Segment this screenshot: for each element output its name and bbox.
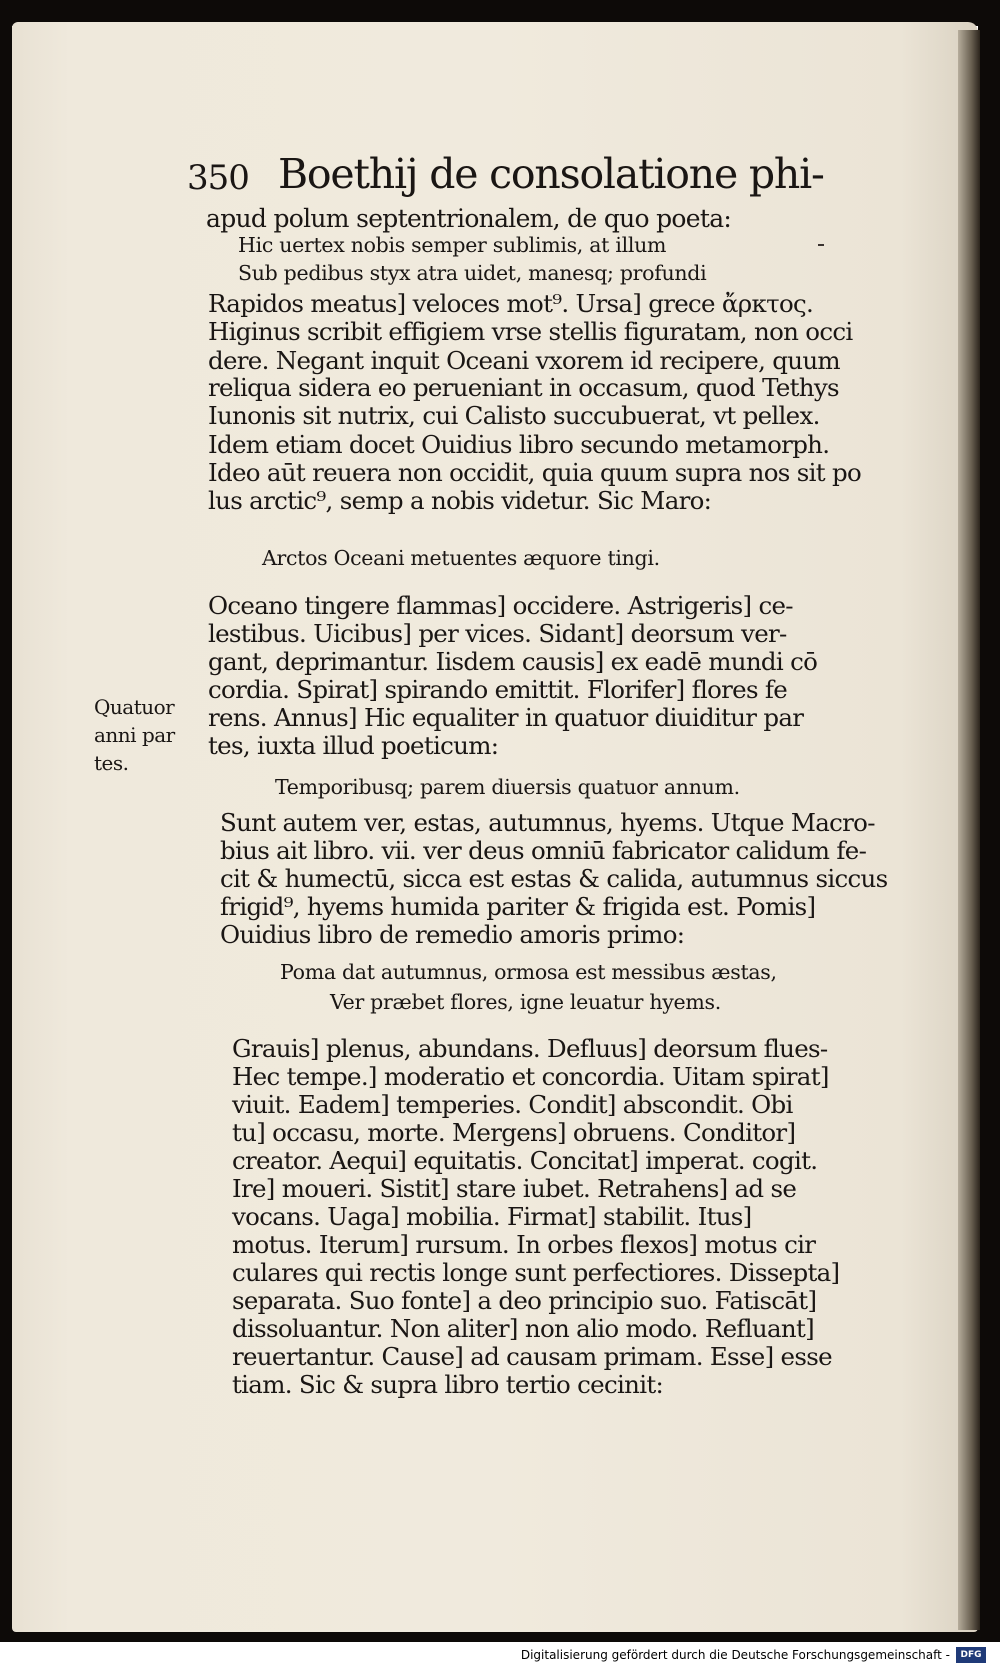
page-number: 350 <box>187 158 249 198</box>
text-line: dere. Negant inquit Oceani vxorem id recipere, quum <box>208 346 840 375</box>
dfg-logo: DFG <box>956 1647 986 1663</box>
text-line: viuit. Eadem] temperies. Condit] abscondit. Obi <box>232 1090 793 1119</box>
text-line: vocans. Uaga] mobilia. Firmat] stabilit. Itus] <box>232 1202 752 1231</box>
text-line: Ideo aūt reuera non occidit, quia quum supra nos sit po <box>208 458 862 487</box>
text-line: cordia. Spirat] spirando emittit. Florifer] flores fe <box>208 675 788 704</box>
text-line: bius ait libro. vii. ver deus omniū fabricator calidum fe- <box>220 836 867 865</box>
margin-note-line: Quatuor <box>94 695 175 719</box>
page-gutter-shadow <box>958 30 980 1630</box>
margin-note-line: anni par <box>94 723 175 747</box>
text-line: Sunt autem ver, estas, autumnus, hyems. Utque Macro- <box>220 808 875 837</box>
verse-line: Poma dat autumnus, ormosa est messibus æstas, <box>280 960 777 984</box>
text-line: Ire] moueri. Sistit] stare iubet. Retrahens] ad se <box>232 1174 797 1203</box>
text-line: reuertantur. Cause] ad causam primam. Esse] esse <box>232 1342 832 1371</box>
text-line: gant, deprimantur. Iisdem causis] ex eadē mundi cō <box>208 647 818 676</box>
running-title: Boethij de consolatione phi- <box>278 150 824 198</box>
verse-line: Arctos Oceani metuentes æquore tingi. <box>262 546 660 570</box>
text-line: reliqua sidera eo perueniant in occasum, quod Tethys <box>208 373 839 402</box>
text-line: creator. Aequi] equitatis. Concitat] imperat. cogit. <box>232 1146 818 1175</box>
text-line: Rapidos meatus] veloces mot⁹. Ursa] grece ἄρκτος. <box>208 289 814 318</box>
verse-line: Sub pedibus styx atra uidet, manesq; profundi <box>238 261 707 285</box>
text-line: Ouidius libro de remedio amoris primo: <box>220 920 685 949</box>
text-line: Higinus scribit effigiem vrse stellis figuratam, non occi <box>208 317 853 346</box>
margin-note-line: tes. <box>94 751 129 775</box>
text-line: rens. Annus] Hic equaliter in quatuor diuiditur par <box>208 703 804 732</box>
text-line: motus. Iterum] rursum. In orbes flexos] motus cir <box>232 1230 816 1259</box>
text-line: apud polum septentrionalem, de quo poeta: <box>206 204 732 233</box>
footer-credit: Digitalisierung gefördert durch die Deutsche Forschungsgemeinschaft - <box>520 1648 950 1662</box>
text-line: tes, iuxta illud poeticum: <box>208 731 499 760</box>
text-line: lestibus. Uicibus] per vices. Sidant] deorsum ver- <box>208 619 787 648</box>
text-line: Oceano tingere flammas] occidere. Astrigeris] ce- <box>208 591 793 620</box>
text-line: dissoluantur. Non aliter] non alio modo. Refluant] <box>232 1314 814 1343</box>
text-line: lus arctic⁹, semp a nobis videtur. Sic Maro: <box>208 486 712 515</box>
scan-border-right <box>978 0 1000 1640</box>
text-line: tiam. Sic & supra libro tertio cecinit: <box>232 1370 664 1399</box>
ink-mark <box>818 244 824 246</box>
text-line: frigid⁹, hyems humida pariter & frigida est. Pomis] <box>220 892 816 921</box>
text-line: Idem etiam docet Ouidius libro secundo metamorph. <box>208 430 830 459</box>
text-line: Grauis] plenus, abundans. Defluus] deorsum flues- <box>232 1034 828 1063</box>
margin-note <box>94 693 175 777</box>
verse-line: Ver præbet flores, igne leuatur hyems. <box>330 990 721 1014</box>
text-line: Iunonis sit nutrix, cui Calisto succubuerat, vt pellex. <box>208 401 820 430</box>
text-line: separata. Suo fonte] a deo principio suo. Fatiscāt] <box>232 1286 817 1315</box>
text-line: cit & humectū, sicca est estas & calida, autumnus siccus <box>220 864 888 893</box>
text-line: culares qui rectis longe sunt perfectiores. Dissepta] <box>232 1258 840 1287</box>
verse-line: Temporibusq; parem diuersis quatuor annum. <box>275 775 740 799</box>
text-line: Hec tempe.] moderatio et concordia. Uitam spirat] <box>232 1062 829 1091</box>
text-line: tu] occasu, morte. Mergens] obruens. Conditor] <box>232 1118 796 1147</box>
verse-line: Hic uertex nobis semper sublimis, at illum <box>238 233 667 257</box>
scan-border-left <box>0 0 12 1640</box>
